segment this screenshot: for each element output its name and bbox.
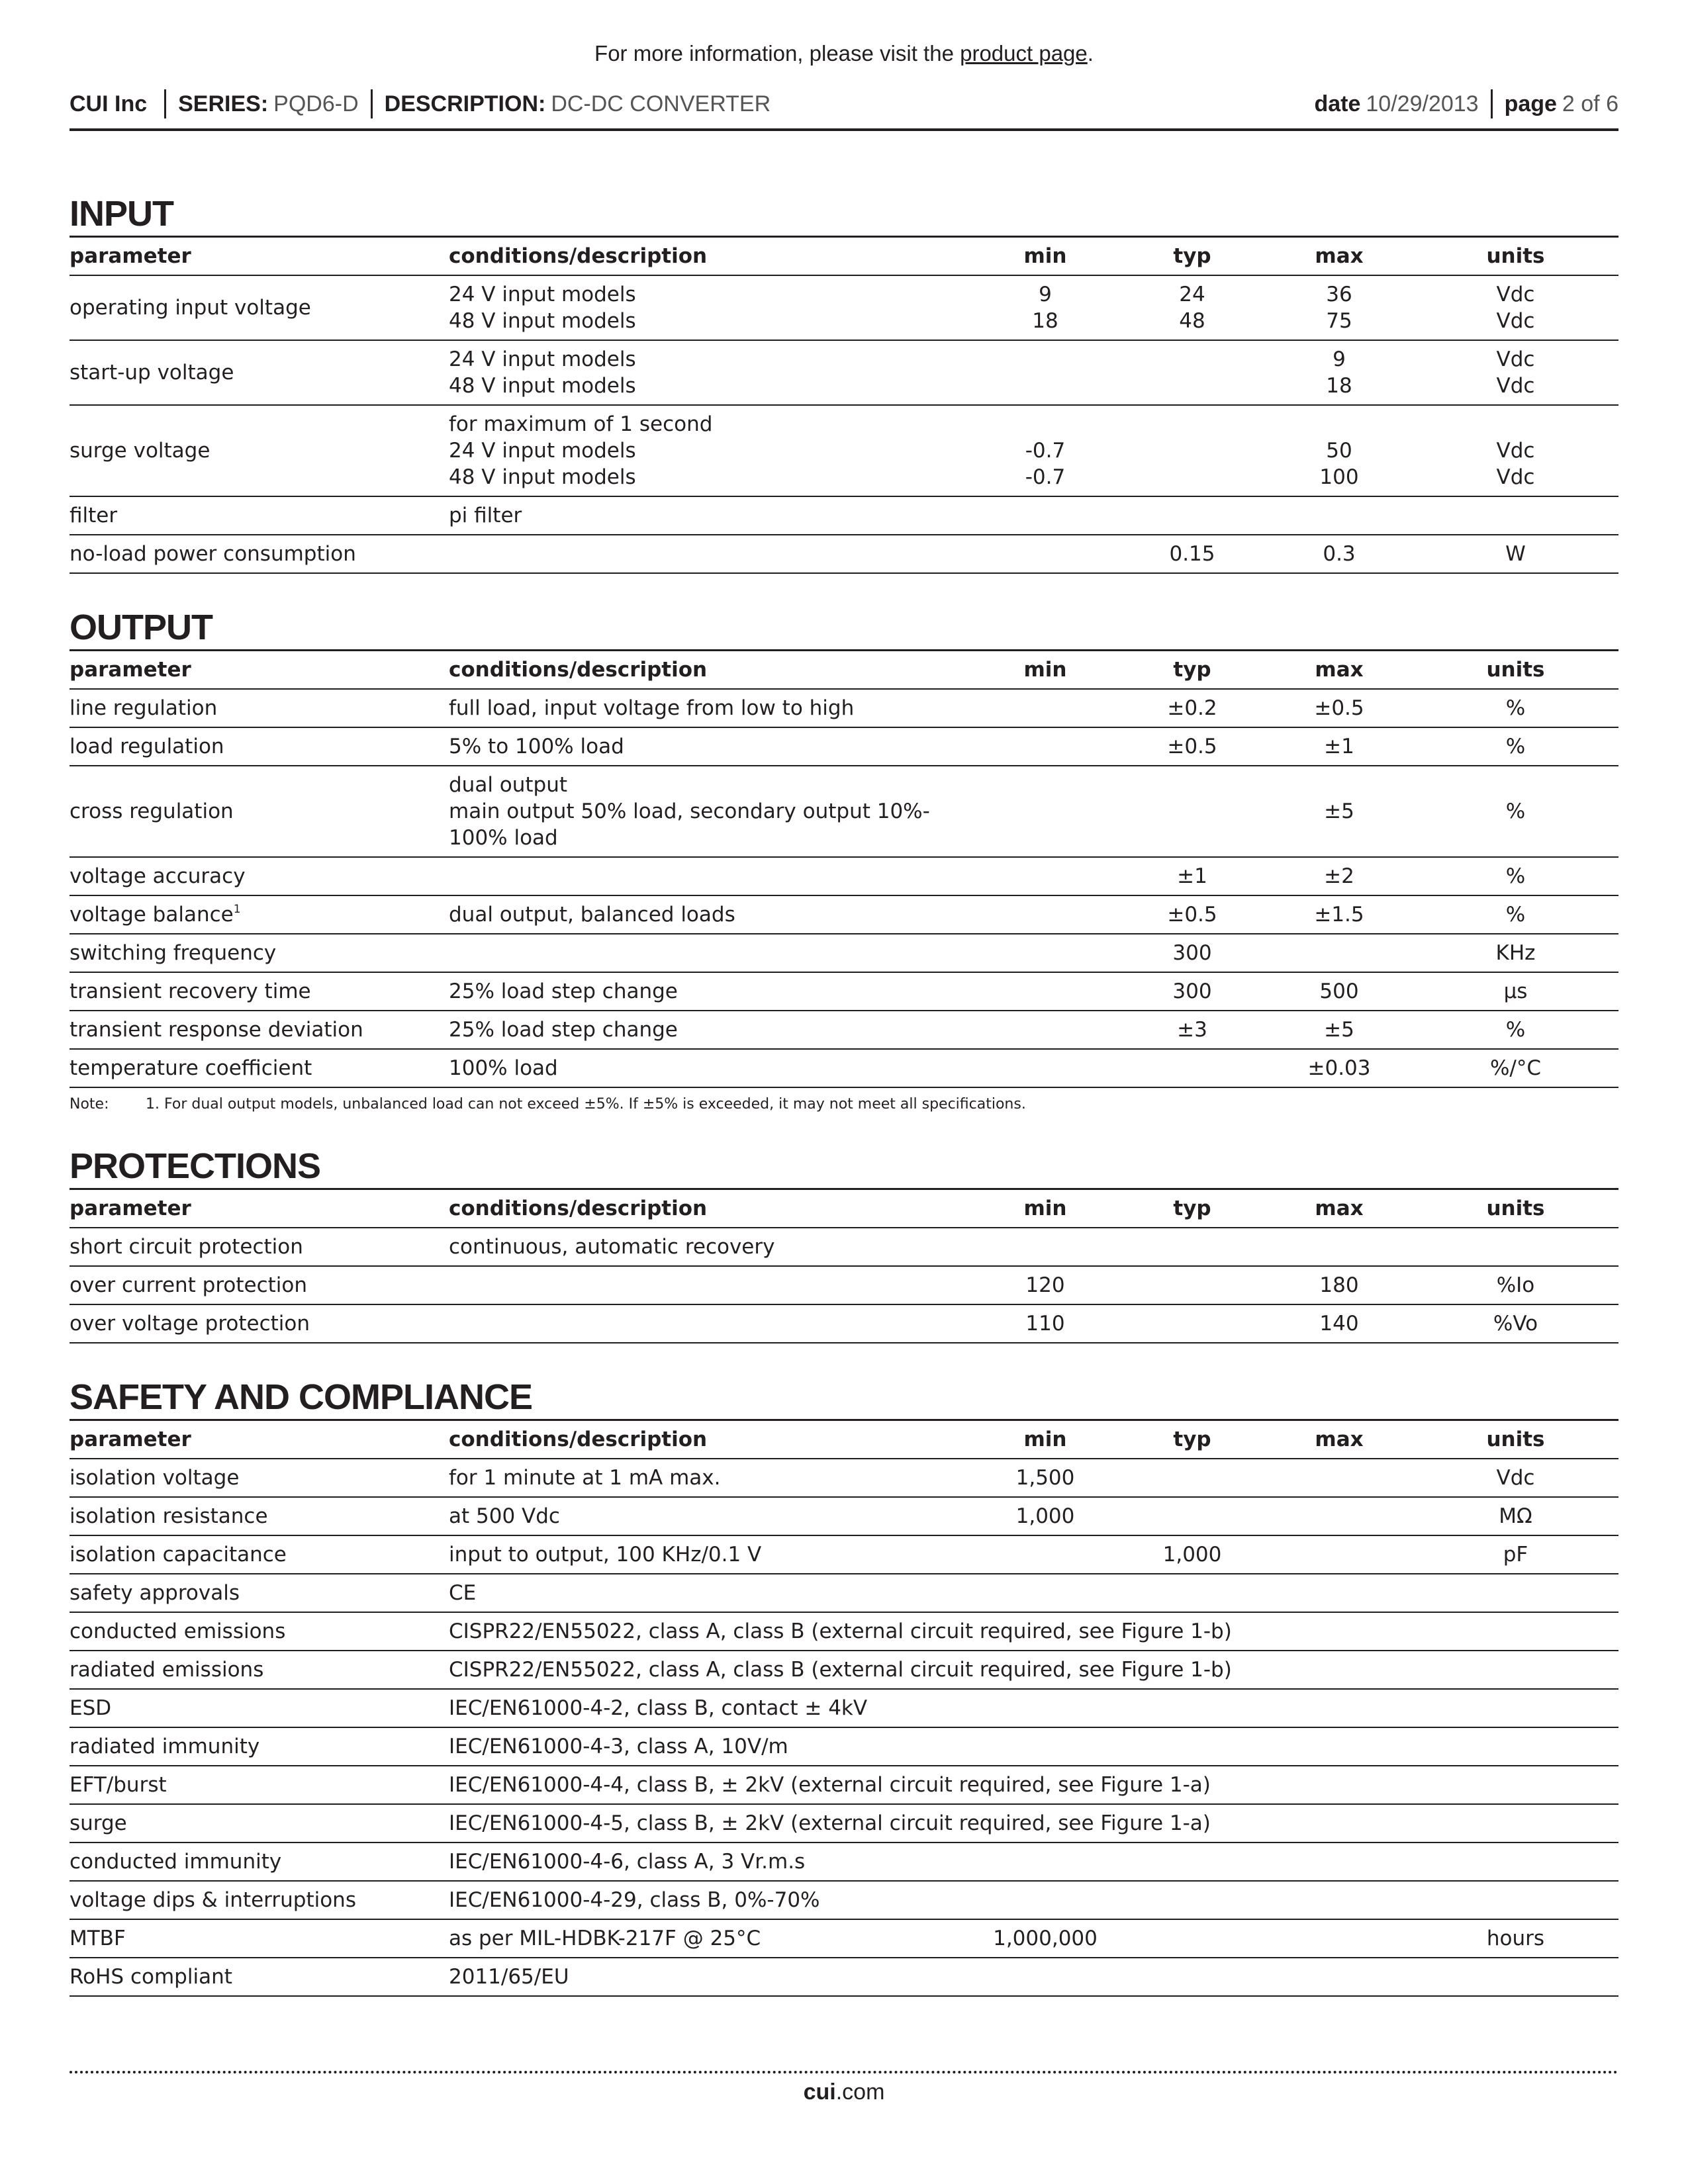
table-row — [70, 766, 1618, 857]
typ-cell — [1119, 1459, 1266, 1497]
date-label: date — [1314, 91, 1361, 116]
parameter-cell — [70, 972, 449, 1011]
parameter-name: start-up voltage — [70, 361, 234, 385]
conditions-cell: IEC/EN61000-4-29, class B, 0%-70% — [449, 1881, 1618, 1919]
cond-cell: as per MIL-HDBK-217F @ 25°C — [449, 1919, 972, 1958]
min-cell — [972, 1011, 1119, 1049]
max-cell: 0.3 — [1266, 535, 1413, 573]
min-cell: 1,000,000 — [972, 1919, 1119, 1958]
cond-cell: 25% load step change — [449, 972, 972, 1011]
cond-cell — [449, 535, 972, 573]
note-text: 1. For dual output models, unbalanced load can not exceed ±5%. If ±5% is exceeded, it may not meet all specifications. — [146, 1096, 1026, 1113]
series-label: SERIES: — [178, 91, 269, 116]
max-cell: 180 — [1266, 1266, 1413, 1304]
typ-cell — [1119, 1304, 1266, 1343]
table-row — [70, 1651, 1618, 1689]
table-header-row — [70, 1420, 1618, 1459]
column-header-min: min — [972, 651, 1119, 690]
typ-cell: 24 48 — [1119, 275, 1266, 340]
input-table — [70, 236, 1618, 574]
parameter-name: transient response deviation — [70, 1018, 363, 1042]
footer-brand: cui — [803, 2079, 836, 2105]
table-row — [70, 1304, 1618, 1343]
document-header — [70, 87, 1618, 120]
cond-cell: 24 V input models 48 V input models — [449, 340, 972, 405]
parameter-cell — [70, 496, 449, 535]
min-cell: 110 — [972, 1304, 1119, 1343]
min-cell — [972, 1574, 1119, 1612]
max-cell: 50 100 — [1266, 405, 1413, 496]
min-cell — [972, 689, 1119, 727]
table-row — [70, 1612, 1618, 1651]
column-header-param: parameter — [70, 651, 449, 690]
parameter-name: over voltage protection — [70, 1312, 310, 1336]
page-value: 2 of 6 — [1562, 91, 1618, 116]
parameter-cell — [70, 1535, 449, 1574]
column-header-param: parameter — [70, 1189, 449, 1228]
min-cell — [972, 1228, 1119, 1266]
parameter-cell — [70, 1958, 449, 1996]
column-header-cond: conditions/description — [449, 1420, 972, 1459]
cond-cell: full load, input voltage from low to high — [449, 689, 972, 727]
typ-cell — [1119, 340, 1266, 405]
table-row — [70, 895, 1618, 934]
column-header-max: max — [1266, 1189, 1413, 1228]
conditions-cell: IEC/EN61000-4-2, class B, contact ± 4kV — [449, 1689, 1618, 1727]
typ-cell — [1119, 1574, 1266, 1612]
parameter-name: no-load power consumption — [70, 542, 356, 566]
column-header-param: parameter — [70, 237, 449, 276]
parameter-name: RoHS compliant — [70, 1965, 232, 1989]
table-row — [70, 1049, 1618, 1087]
column-header-min: min — [972, 237, 1119, 276]
parameter-cell — [70, 1651, 449, 1689]
min-cell — [972, 535, 1119, 573]
table-row — [70, 1011, 1618, 1049]
table-row — [70, 405, 1618, 496]
parameter-cell — [70, 1881, 449, 1919]
table-row — [70, 934, 1618, 972]
typ-cell: ±0.2 — [1119, 689, 1266, 727]
column-header-typ: typ — [1119, 651, 1266, 690]
table-row — [70, 535, 1618, 573]
parameter-cell — [70, 1689, 449, 1727]
parameter-name: voltage balance — [70, 903, 234, 927]
units-cell: KHz — [1413, 934, 1618, 972]
parameter-name: isolation resistance — [70, 1504, 268, 1528]
parameter-cell — [70, 405, 449, 496]
min-cell — [972, 340, 1119, 405]
conditions-cell: IEC/EN61000-4-4, class B, ± 2kV (external circuit required, see Figure 1-a) — [449, 1766, 1618, 1804]
cond-cell: at 500 Vdc — [449, 1497, 972, 1535]
safety-and-compliance-table — [70, 1419, 1618, 1997]
column-header-units: units — [1413, 651, 1618, 690]
parameter-name: ESD — [70, 1696, 112, 1720]
min-cell: -0.7 -0.7 — [972, 405, 1119, 496]
max-cell: ±5 — [1266, 1011, 1413, 1049]
table-row — [70, 1919, 1618, 1958]
footer-dotted-rule — [70, 2071, 1618, 2073]
typ-cell: ±0.5 — [1119, 727, 1266, 766]
table-row — [70, 1958, 1618, 1996]
parameter-name: MTBF — [70, 1927, 126, 1950]
table-row — [70, 496, 1618, 535]
column-header-typ: typ — [1119, 1420, 1266, 1459]
column-header-units: units — [1413, 237, 1618, 276]
info-banner — [0, 41, 1688, 66]
min-cell: 1,500 — [972, 1459, 1119, 1497]
max-cell: ±5 — [1266, 766, 1413, 857]
cond-cell: for maximum of 1 second 24 V input models 48 V input models — [449, 405, 972, 496]
max-cell — [1266, 1497, 1413, 1535]
typ-cell: 1,000 — [1119, 1535, 1266, 1574]
units-cell: % — [1413, 766, 1618, 857]
cond-cell: 24 V input models 48 V input models — [449, 275, 972, 340]
table-row — [70, 1266, 1618, 1304]
parameter-name: load regulation — [70, 735, 224, 758]
column-header-cond: conditions/description — [449, 1189, 972, 1228]
column-header-typ: typ — [1119, 1189, 1266, 1228]
cond-cell: input to output, 100 KHz/0.1 V — [449, 1535, 972, 1574]
typ-cell — [1119, 1958, 1266, 1996]
units-cell: pF — [1413, 1535, 1618, 1574]
max-cell — [1266, 1228, 1413, 1266]
units-cell: Vdc — [1413, 1459, 1618, 1497]
parameter-name: operating input voltage — [70, 296, 311, 320]
cond-cell: dual output, balanced loads — [449, 895, 972, 934]
min-cell: 9 18 — [972, 275, 1119, 340]
protections-table — [70, 1188, 1618, 1343]
parameter-cell — [70, 1574, 449, 1612]
parameter-name: filter — [70, 504, 118, 527]
units-cell: % — [1413, 857, 1618, 895]
parameter-cell — [70, 275, 449, 340]
typ-cell — [1119, 1497, 1266, 1535]
units-cell: Vdc Vdc — [1413, 275, 1618, 340]
table-row — [70, 1535, 1618, 1574]
min-cell: 1,000 — [972, 1497, 1119, 1535]
divider — [1491, 89, 1493, 118]
parameter-name: over current protection — [70, 1273, 308, 1297]
max-cell: ±1 — [1266, 727, 1413, 766]
parameter-name: cross regulation — [70, 799, 234, 823]
units-cell: Vdc Vdc — [1413, 340, 1618, 405]
parameter-name: surge voltage — [70, 439, 211, 463]
max-cell: ±1.5 — [1266, 895, 1413, 934]
cond-cell — [449, 934, 972, 972]
section-title-safety-and-compliance: SAFETY AND COMPLIANCE — [70, 1377, 533, 1417]
min-cell: 120 — [972, 1266, 1119, 1304]
column-header-cond: conditions/description — [449, 651, 972, 690]
parameter-name: conducted immunity — [70, 1850, 282, 1874]
series-value: PQD6-D — [273, 91, 359, 116]
column-header-max: max — [1266, 1420, 1413, 1459]
max-cell: 36 75 — [1266, 275, 1413, 340]
parameter-cell — [70, 727, 449, 766]
parameter-cell — [70, 895, 449, 934]
parameter-cell — [70, 535, 449, 573]
section-title-output: OUTPUT — [70, 608, 212, 647]
parameter-cell — [70, 1727, 449, 1766]
table-row — [70, 1727, 1618, 1766]
max-cell: 500 — [1266, 972, 1413, 1011]
parameter-cell — [70, 1919, 449, 1958]
min-cell — [972, 727, 1119, 766]
cond-cell — [449, 1266, 972, 1304]
max-cell — [1266, 1919, 1413, 1958]
footer — [0, 2079, 1688, 2105]
min-cell — [972, 496, 1119, 535]
column-header-cond: conditions/description — [449, 237, 972, 276]
parameter-cell — [70, 1228, 449, 1266]
max-cell — [1266, 934, 1413, 972]
typ-cell: ±1 — [1119, 857, 1266, 895]
parameter-name: surge — [70, 1811, 127, 1835]
parameter-cell — [70, 1612, 449, 1651]
table-row — [70, 1766, 1618, 1804]
parameter-name: radiated immunity — [70, 1735, 260, 1758]
column-header-max: max — [1266, 237, 1413, 276]
typ-cell: 300 — [1119, 934, 1266, 972]
units-cell: % — [1413, 689, 1618, 727]
cond-cell — [449, 857, 972, 895]
units-cell: %Vo — [1413, 1304, 1618, 1343]
min-cell — [972, 857, 1119, 895]
parameter-name: voltage dips & interruptions — [70, 1888, 356, 1912]
parameter-name: switching frequency — [70, 941, 277, 965]
parameter-name: short circuit protection — [70, 1235, 303, 1259]
page-label: page — [1504, 91, 1557, 116]
table-row — [70, 972, 1618, 1011]
max-cell: 9 18 — [1266, 340, 1413, 405]
table-row — [70, 1497, 1618, 1535]
max-cell: ±2 — [1266, 857, 1413, 895]
conditions-cell: IEC/EN61000-4-3, class A, 10V/m — [449, 1727, 1618, 1766]
table-row — [70, 1459, 1618, 1497]
cond-cell: continuous, automatic recovery — [449, 1228, 972, 1266]
table-row — [70, 1804, 1618, 1843]
description-value: DC-DC CONVERTER — [551, 91, 771, 116]
table-row — [70, 857, 1618, 895]
parameter-name: conducted emissions — [70, 1619, 286, 1643]
cond-cell: CE — [449, 1574, 972, 1612]
max-cell — [1266, 496, 1413, 535]
parameter-cell — [70, 766, 449, 857]
table-row — [70, 340, 1618, 405]
units-cell — [1413, 1958, 1618, 1996]
parameter-cell — [70, 1266, 449, 1304]
divider — [371, 89, 373, 118]
parameter-name: transient recovery time — [70, 979, 311, 1003]
units-cell: % — [1413, 727, 1618, 766]
min-cell — [972, 895, 1119, 934]
product-page-link[interactable]: product page — [960, 41, 1088, 66]
max-cell — [1266, 1574, 1413, 1612]
column-header-param: parameter — [70, 1420, 449, 1459]
parameter-name: voltage accuracy — [70, 864, 246, 888]
units-cell: % — [1413, 895, 1618, 934]
table-header-row — [70, 651, 1618, 690]
parameter-cell — [70, 1766, 449, 1804]
units-cell: μs — [1413, 972, 1618, 1011]
min-cell — [972, 1535, 1119, 1574]
parameter-name: line regulation — [70, 696, 218, 720]
typ-cell — [1119, 1049, 1266, 1087]
column-header-units: units — [1413, 1420, 1618, 1459]
units-cell — [1413, 1228, 1618, 1266]
table-row — [70, 275, 1618, 340]
table-row — [70, 727, 1618, 766]
section-title-input: INPUT — [70, 194, 173, 234]
units-cell: W — [1413, 535, 1618, 573]
parameter-cell — [70, 1049, 449, 1087]
divider — [164, 89, 166, 118]
conditions-cell: CISPR22/EN55022, class A, class B (external circuit required, see Figure 1-b) — [449, 1612, 1618, 1651]
cond-cell: pi filter — [449, 496, 972, 535]
typ-cell: ±3 — [1119, 1011, 1266, 1049]
typ-cell — [1119, 1228, 1266, 1266]
footer-domain: .com — [835, 2079, 885, 2105]
units-cell — [1413, 496, 1618, 535]
parameter-cell — [70, 1804, 449, 1843]
company-name: CUI Inc — [70, 91, 148, 116]
table-row — [70, 1228, 1618, 1266]
max-cell: 140 — [1266, 1304, 1413, 1343]
parameter-cell — [70, 1011, 449, 1049]
spec-content — [70, 192, 1618, 1997]
conditions-cell: IEC/EN61000-4-5, class B, ± 2kV (external circuit required, see Figure 1-a) — [449, 1804, 1618, 1843]
cond-cell: 5% to 100% load — [449, 727, 972, 766]
note-label: Note: — [70, 1096, 109, 1113]
cond-cell: for 1 minute at 1 mA max. — [449, 1459, 972, 1497]
parameter-name: isolation capacitance — [70, 1543, 287, 1567]
max-cell — [1266, 1535, 1413, 1574]
min-cell — [972, 1049, 1119, 1087]
units-cell — [1413, 1574, 1618, 1612]
typ-cell: 0.15 — [1119, 535, 1266, 573]
info-text: For more information, please visit the — [594, 41, 961, 66]
units-cell: % — [1413, 1011, 1618, 1049]
parameter-cell — [70, 857, 449, 895]
cond-cell: 25% load step change — [449, 1011, 972, 1049]
parameter-name: temperature coefficient — [70, 1056, 312, 1080]
table-row — [70, 1689, 1618, 1727]
info-suffix: . — [1087, 41, 1094, 66]
table-header-row — [70, 1189, 1618, 1228]
parameter-name: safety approvals — [70, 1581, 240, 1605]
footnote-ref: 1 — [233, 903, 241, 916]
table-row — [70, 1574, 1618, 1612]
column-header-min: min — [972, 1420, 1119, 1459]
typ-cell: 300 — [1119, 972, 1266, 1011]
parameter-cell — [70, 1497, 449, 1535]
min-cell — [972, 934, 1119, 972]
parameter-name: isolation voltage — [70, 1466, 240, 1490]
cond-cell: 100% load — [449, 1049, 972, 1087]
typ-cell — [1119, 766, 1266, 857]
units-cell: MΩ — [1413, 1497, 1618, 1535]
parameter-name: EFT/burst — [70, 1773, 167, 1797]
table-row — [70, 1843, 1618, 1881]
column-header-min: min — [972, 1189, 1119, 1228]
units-cell: %Io — [1413, 1266, 1618, 1304]
units-cell: hours — [1413, 1919, 1618, 1958]
min-cell — [972, 972, 1119, 1011]
parameter-cell — [70, 1843, 449, 1881]
units-cell: %/°C — [1413, 1049, 1618, 1087]
output-table — [70, 649, 1618, 1088]
cond-cell — [449, 1304, 972, 1343]
cond-cell: dual output main output 50% load, secondary output 10%- 100% load — [449, 766, 972, 857]
typ-cell — [1119, 1266, 1266, 1304]
parameter-cell — [70, 934, 449, 972]
table-note — [70, 1088, 1618, 1113]
table-row — [70, 1881, 1618, 1919]
column-header-units: units — [1413, 1189, 1618, 1228]
max-cell: ±0.03 — [1266, 1049, 1413, 1087]
column-header-max: max — [1266, 651, 1413, 690]
typ-cell — [1119, 496, 1266, 535]
date-value: 10/29/2013 — [1366, 91, 1479, 116]
header-rule — [70, 128, 1618, 131]
column-header-typ: typ — [1119, 237, 1266, 276]
units-cell: Vdc Vdc — [1413, 405, 1618, 496]
typ-cell — [1119, 1919, 1266, 1958]
parameter-name: radiated emissions — [70, 1658, 264, 1682]
section-title-protections: PROTECTIONS — [70, 1146, 321, 1186]
max-cell — [1266, 1958, 1413, 1996]
min-cell — [972, 1958, 1119, 1996]
conditions-cell: IEC/EN61000-4-6, class A, 3 Vr.m.s — [449, 1843, 1618, 1881]
typ-cell: ±0.5 — [1119, 895, 1266, 934]
table-row — [70, 689, 1618, 727]
cond-cell: 2011/65/EU — [449, 1958, 972, 1996]
parameter-cell — [70, 1304, 449, 1343]
description-label: DESCRIPTION: — [384, 91, 546, 116]
parameter-cell — [70, 340, 449, 405]
max-cell — [1266, 1459, 1413, 1497]
max-cell: ±0.5 — [1266, 689, 1413, 727]
conditions-cell: CISPR22/EN55022, class A, class B (external circuit required, see Figure 1-b) — [449, 1651, 1618, 1689]
table-header-row — [70, 237, 1618, 276]
parameter-cell — [70, 1459, 449, 1497]
parameter-cell — [70, 689, 449, 727]
min-cell — [972, 766, 1119, 857]
typ-cell — [1119, 405, 1266, 496]
